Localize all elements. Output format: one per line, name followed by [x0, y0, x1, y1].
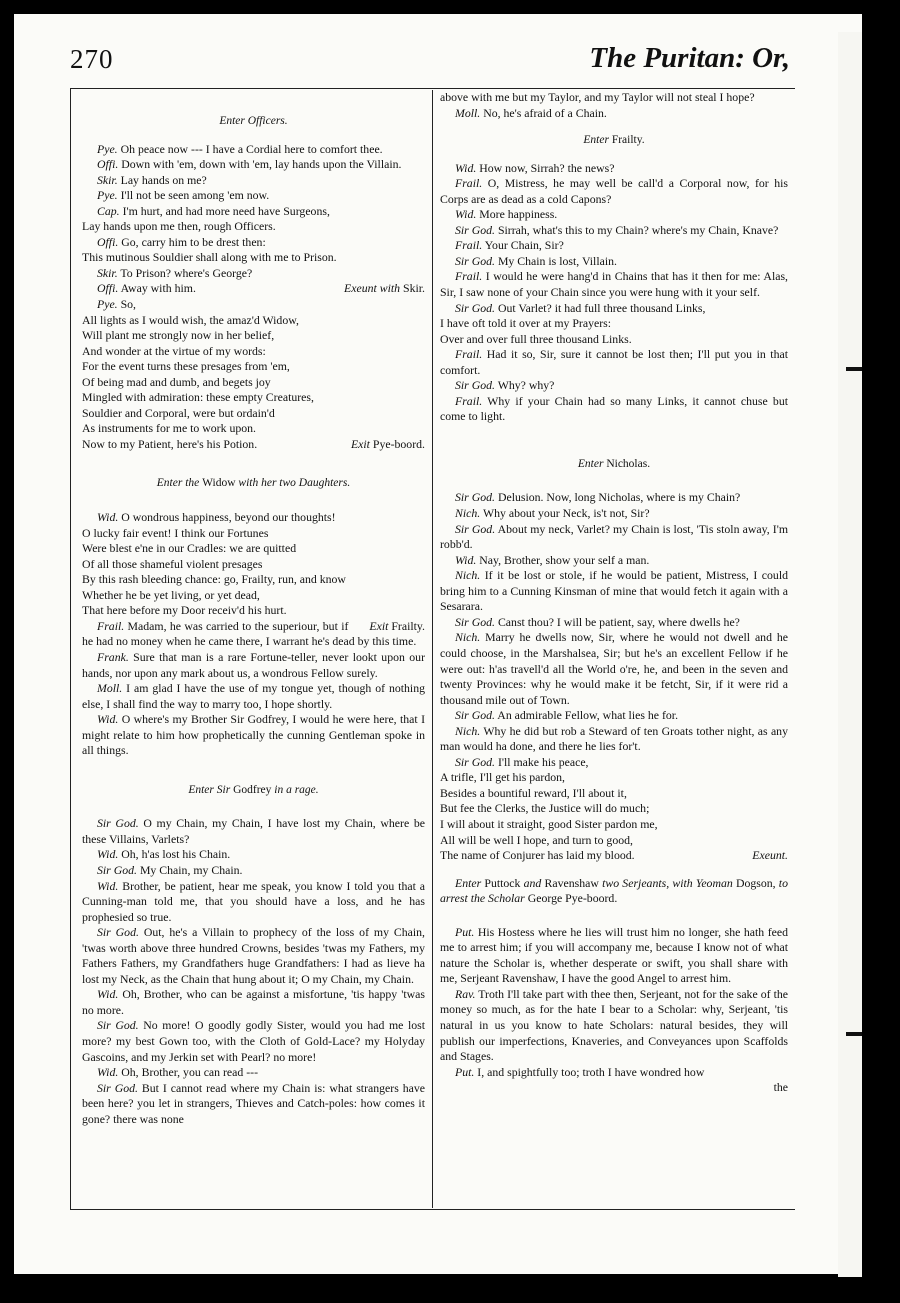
line-text: Marry he dwells now, Sir, where he would not dwell and he could choose, in the Marshalsea, Sir; but he's an excellent Fellow if he were out: h'as travell'd all the World o're, he, and been in the seven and twenty Provinces: why he would make it be fetcht, Sir, if it were rid a thousand mile out of Town.: [440, 630, 789, 707]
speaker-name: Sir God.: [455, 614, 495, 629]
line-text: That here before my Door receiv'd his hurt.: [82, 603, 287, 618]
line-text: Lay hands upon me then, rough Officers.: [82, 219, 276, 234]
line-text: I'll not be seen among 'em now.: [120, 188, 270, 203]
line-text: Oh, Brother, you can read ---: [121, 1065, 259, 1080]
stage-fragment: Enter: [455, 875, 485, 890]
exit-direction: [329, 281, 425, 297]
line-text: Why? why?: [497, 378, 555, 393]
verse-line: [440, 332, 788, 348]
verse-line: [440, 817, 788, 833]
speech: [82, 142, 425, 158]
stage-fragment: with her two Daughters.: [235, 477, 351, 490]
speech: [82, 1018, 425, 1065]
spacer: [440, 425, 788, 457]
speech: [82, 235, 425, 251]
speaker-name: Wid.: [97, 878, 119, 893]
line-text: For the event turns these presages from 'em,: [82, 359, 290, 374]
speech: [440, 176, 788, 207]
verse-line: [82, 557, 425, 573]
speech: [82, 1081, 425, 1128]
line-text: Sure that man is a rare Fortune-teller, never lookt upon our hands, nor upon any mark about us, a wondrous Fellow surely.: [82, 649, 425, 680]
line-text: Go, carry him to be drest then:: [121, 234, 266, 249]
speech: [82, 879, 425, 926]
running-title: The Puritan: Or,: [589, 42, 790, 74]
stage-direction: [82, 114, 425, 130]
speaker-name: Frail.: [455, 347, 483, 362]
stage-fragment: in a rage.: [271, 783, 319, 796]
verse-line: [82, 219, 425, 235]
speaker-name: Wid.: [97, 510, 119, 525]
line-text: As instruments for me to work upon.: [82, 421, 256, 436]
speech: [440, 490, 788, 506]
line-text: Oh, Brother, who can be against a misfortune, 'tis happy 'twas no more.: [82, 987, 425, 1017]
speaker-name: Wid.: [455, 207, 477, 222]
verse-line: [82, 541, 425, 557]
speaker-name: Frail.: [455, 176, 483, 191]
speech: [440, 553, 788, 569]
speech: [82, 281, 425, 297]
right-column: [440, 90, 788, 1096]
speaker-name: Rav.: [455, 986, 476, 1001]
line-text: Down with 'em, down with 'em, lay hands upon the Villain.: [121, 157, 402, 172]
speech: [440, 724, 788, 755]
line-text: His Hostess where he lies will trust him no longer, she hath feed me to arrest him; if you will accompany me, because I know not of what nature the Scholar is, whether desperate or swift, you shall share with me, Serjeant Ravenshaw, I have the good Angel to arrest him.: [440, 924, 788, 986]
line-text: How now, Sirrah? the news?: [479, 160, 615, 175]
speaker-name: Sir God.: [97, 816, 139, 831]
verse-line: [82, 526, 425, 542]
speech: [440, 223, 788, 239]
speaker-name: Sir God.: [455, 253, 495, 268]
verse-line: [82, 421, 425, 437]
speaker-name: Cap.: [97, 203, 120, 218]
verse-line: [82, 572, 425, 588]
speech: [82, 173, 425, 189]
speaker-name: Skir.: [97, 265, 118, 280]
catchword: the: [773, 1080, 788, 1095]
speech: [440, 238, 788, 254]
verse-line: [82, 437, 425, 453]
line-text: I, and spightfully too; troth I have wondred how: [477, 1064, 705, 1079]
speaker-name: Pye.: [97, 188, 118, 203]
verse-line: [440, 786, 788, 802]
speech: [440, 378, 788, 394]
stage-fragment: Enter Officers.: [219, 115, 288, 127]
speaker-name: Nich.: [455, 506, 481, 521]
line-text: All lights as I would wish, the amaz'd Widow,: [82, 312, 299, 327]
stage-fragment: and: [520, 875, 545, 890]
stage-fragment: Exit: [369, 618, 392, 633]
spacer: [82, 452, 425, 476]
stage-fragment: Nicholas.: [606, 457, 651, 470]
stage-fragment: Godfrey: [233, 783, 272, 796]
speech: [440, 630, 788, 708]
exit-direction: [752, 848, 788, 864]
stage-direction: [440, 133, 788, 149]
line-text: Madam, he was carried to the superiour, but if he had no money when he came there, I warrant he's dead by this time.: [82, 618, 417, 649]
line-text: Will plant me strongly now in her belief,: [82, 328, 275, 343]
spacer: [82, 798, 425, 816]
stage-fragment: Exit: [350, 436, 373, 451]
stage-fragment: Frailty.: [391, 618, 425, 633]
speech: [82, 510, 425, 526]
line-text: I have oft told it over at my Prayers:: [440, 316, 612, 331]
line-text: above with me but my Taylor, and my Taylor will not steal I hope?: [440, 90, 755, 104]
stage-fragment: Pye-boord.: [372, 436, 425, 451]
verse-line: [82, 313, 425, 329]
speech: [440, 1065, 788, 1081]
spacer: [440, 864, 788, 876]
line-text: Souldier and Corporal, were but ordain'd: [82, 405, 275, 420]
speech: [82, 816, 425, 847]
speaker-name: Offi.: [97, 157, 119, 172]
line-text: Now to my Patient, here's his Potion.: [82, 436, 258, 451]
line-text: Canst thou? I will be patient, say, where dwells he?: [497, 614, 740, 629]
stage-direction: [440, 457, 788, 473]
line-text: If it be lost or stole, if he would be patient, Mistress, I could bring him to a Cunning Kinsman of mine that would fetch it again with a Sesarara.: [440, 568, 789, 614]
stage-fragment: Ravenshaw: [544, 875, 599, 890]
spacer: [82, 492, 425, 510]
stage-fragment: to arrest the Scholar: [440, 875, 788, 906]
speech: [82, 157, 425, 173]
verse-line: [82, 390, 425, 406]
line-text: My Chain is lost, Villain.: [497, 253, 617, 268]
speaker-name: Sir God.: [97, 1080, 138, 1095]
stage-fragment: Enter Sir: [188, 783, 234, 796]
spacer: [440, 472, 788, 490]
line-text: Why if your Chain had so many Links, it cannot chuse but come to light.: [440, 393, 788, 424]
speaker-name: Moll.: [97, 681, 123, 696]
verse-line: [440, 848, 788, 864]
speech: [440, 207, 788, 223]
line-text: O my Chain, my Chain, I have lost my Chain, where be these Villains, Varlets?: [82, 816, 426, 846]
speech: [440, 106, 788, 122]
speech: [440, 755, 788, 771]
verse-line: [82, 406, 425, 422]
line-text: Delusion. Now, long Nicholas, where is my Chain?: [497, 490, 741, 505]
line-text: Mingled with admiration: these empty Creatures,: [82, 390, 314, 405]
speaker-name: Frail.: [455, 238, 483, 253]
speech: [440, 254, 788, 270]
speaker-name: Sir God.: [97, 925, 139, 940]
speaker-name: Sir God.: [455, 490, 495, 505]
stage-fragment: Exeunt.: [752, 848, 788, 863]
speech: [440, 394, 788, 425]
speaker-name: Sir God.: [455, 708, 495, 723]
speaker-name: Nich.: [455, 723, 481, 738]
speaker-name: Put.: [455, 924, 475, 939]
line-text: Besides a bountiful reward, I'll about it,: [440, 785, 627, 800]
speaker-name: Offi.: [97, 281, 119, 296]
verse-line: [82, 250, 425, 266]
speaker-name: Nich.: [455, 568, 481, 583]
line-text: To Prison? where's George?: [120, 265, 253, 280]
line-text: I'll make his peace,: [497, 754, 589, 769]
speaker-name: Sir God.: [455, 300, 495, 315]
speaker-name: Wid.: [455, 552, 477, 567]
speech: [82, 925, 425, 987]
stage-fragment: Puttock: [484, 875, 521, 890]
spacer: [82, 759, 425, 783]
speaker-name: Sir God.: [97, 862, 137, 877]
speaker-name: Frail.: [455, 269, 483, 284]
speech: [440, 269, 788, 300]
line-text: Whether he be yet living, or yet dead,: [82, 587, 260, 602]
exit-direction: [351, 437, 425, 453]
line-text: Lay hands on me?: [120, 172, 207, 187]
line-text: All will be well I hope, and turn to good,: [440, 832, 633, 847]
speaker-name: Sir God.: [455, 378, 495, 393]
verse-line: [440, 770, 788, 786]
speech: [440, 615, 788, 631]
spacer: [440, 149, 788, 161]
edge-mark: [846, 367, 862, 371]
speech: [82, 650, 425, 681]
line-text: By this rash bleeding chance: go, Frailty, run, and know: [82, 572, 346, 587]
verse-line: [82, 375, 425, 391]
line-text: Of all those shameful violent presages: [82, 556, 263, 571]
verse-line: [82, 603, 425, 619]
speaker-name: Moll.: [455, 105, 481, 120]
verse-line: [82, 359, 425, 375]
speech: [440, 347, 788, 378]
speaker-name: Frank.: [97, 649, 129, 664]
speaker-name: Nich.: [455, 630, 481, 645]
speaker-name: Wid.: [97, 712, 119, 727]
speaker-name: Wid.: [455, 160, 477, 175]
spacer: [82, 130, 425, 142]
speech: [82, 712, 425, 759]
line-text: I would he were hang'd in Chains that has it then for me: Alas, Sir, I saw none of your Chain since you were hung with it your self.: [440, 269, 788, 300]
speaker-name: Pye.: [97, 297, 118, 312]
verse-line: [440, 801, 788, 817]
speech: [82, 847, 425, 863]
speech: [82, 266, 425, 282]
line-text: O wondrous happiness, beyond our thoughts!: [121, 510, 336, 525]
speech: [82, 188, 425, 204]
line-text: Were blest e'ne in our Cradles: we are quitted: [82, 541, 297, 556]
line-text: Why he did but rob a Steward of ten Groats tother night, as any man would ha done, and there he lies for't.: [440, 723, 788, 754]
line-text: Brother, be patient, hear me speak, you know I told you that a Cunning-man told me, that you should have a loss, and he has prophesied so true.: [82, 878, 426, 924]
verse-line: [82, 344, 425, 360]
exit-direction: [354, 619, 425, 635]
speech: [82, 987, 425, 1018]
stage-fragment: Widow: [202, 477, 236, 490]
stage-direction: [440, 876, 788, 907]
line-text: Had it so, Sir, sure it cannot be lost then; I'll put you in that comfort.: [440, 347, 788, 377]
speaker-name: Frail.: [455, 393, 483, 408]
speaker-name: Wid.: [97, 847, 119, 862]
line-text: Your Chain, Sir?: [484, 238, 564, 253]
speaker-name: Sir God.: [455, 521, 496, 536]
speaker-name: Put.: [455, 1064, 475, 1079]
line-text: O lucky fair event! I think our Fortunes: [82, 525, 269, 540]
line-text: Why about your Neck, is't not, Sir?: [482, 506, 650, 521]
line-text: Over and over full three thousand Links.: [440, 331, 632, 346]
speaker-name: Wid.: [97, 987, 119, 1002]
stage-fragment: Frailty.: [611, 134, 645, 147]
line-text: A trifle, I'll get his pardon,: [440, 770, 565, 785]
stage-fragment: Enter: [577, 457, 607, 470]
spacer: [440, 121, 788, 133]
line-text: So,: [120, 297, 137, 312]
edge-mark: [846, 1032, 862, 1036]
speaker-name: Sir God.: [455, 222, 495, 237]
line-text: My Chain, my Chain.: [139, 862, 243, 877]
line-text: Of being mad and dumb, and begets joy: [82, 374, 271, 389]
speech: [440, 987, 788, 1065]
stage-fragment: Exeunt with: [344, 281, 404, 296]
line-text: About my neck, Varlet? my Chain is lost, 'Tis stoln away, I'm robb'd.: [440, 521, 788, 552]
line-text: Oh, h'as lost his Chain.: [121, 847, 231, 862]
line-text: The name of Conjurer has laid my blood.: [440, 848, 635, 863]
line-text: This mutinous Souldier shall along with me to Prison.: [82, 250, 337, 265]
speech: [440, 925, 788, 987]
speaker-name: Frail.: [97, 618, 125, 633]
speech: [82, 619, 425, 650]
line-text: But I cannot read where my Chain is: what strangers have been here? you let in strangers, Thieves and Catch-poles: how comes it gone? there was none: [82, 1080, 425, 1126]
stage-fragment: Enter: [583, 134, 612, 147]
verse-line: [440, 833, 788, 849]
line-text: No, he's afraid of a Chain.: [483, 105, 607, 120]
stage-fragment: Enter the: [156, 477, 203, 490]
line-text: I will about it straight, good Sister pardon me,: [440, 816, 658, 831]
speaker-name: Sir God.: [97, 1018, 139, 1033]
speaker-name: Skir.: [97, 172, 118, 187]
stage-fragment: Skir.: [403, 281, 425, 296]
spacer: [440, 907, 788, 925]
facing-page-edge: [838, 32, 862, 1277]
speech: [82, 863, 425, 879]
speech: [82, 1065, 425, 1081]
speaker-name: Offi.: [97, 234, 119, 249]
left-column: [82, 90, 425, 1127]
line-text: O, Mistress, he may well be call'd a Corporal now, for his Corps are as dead as a cold Capons?: [440, 176, 788, 206]
stage-fragment: two Serjeants, with Yeoman: [598, 875, 736, 890]
verse-line: [82, 328, 425, 344]
line-text: But fee the Clerks, the Justice will do much;: [440, 801, 650, 816]
speech: [82, 297, 425, 313]
line-text: I'm hurt, and had more need have Surgeons,: [122, 203, 330, 218]
line-text: More happiness.: [479, 207, 558, 222]
page-header: [70, 40, 796, 84]
speech: [440, 506, 788, 522]
page-number: 270: [70, 44, 114, 74]
line-text: O where's my Brother Sir Godfrey, I would he were here, that I might relate to him how prophetically the cunning Gentleman spoke in all things.: [82, 712, 426, 758]
line-text: No more! O goodly godly Sister, would you had me lost more? my best Gown too, with the Cloth of Gold-Lace? my Holyday Gascoins, and my Jerkin set with Pearl? no more!: [82, 1018, 426, 1064]
column-divider: [432, 90, 433, 1208]
stage-fragment: George Pye-boord.: [527, 891, 618, 906]
speaker-name: Sir God.: [455, 754, 495, 769]
stage-fragment: Dogson,: [735, 875, 776, 890]
verse-line: [440, 90, 788, 106]
line-text: Sirrah, what's this to my Chain? where's my Chain, Knave?: [497, 222, 779, 237]
verse-line: [82, 588, 425, 604]
line-text: Nay, Brother, show your self a man.: [479, 552, 650, 567]
speech: [440, 522, 788, 553]
speech: [440, 568, 788, 615]
speaker-name: Wid.: [97, 1065, 119, 1080]
line-text: I am glad I have the use of my tongue yet, though of nothing else, I shall find the way to marry too, I hope shortly.: [82, 681, 426, 711]
speech: [82, 204, 425, 220]
line-text: Out Varlet? it had full three thousand Links,: [497, 300, 706, 315]
line-text: And wonder at the virtue of my words:: [82, 343, 266, 358]
speech: [440, 708, 788, 724]
stage-direction: [82, 783, 425, 799]
speaker-name: Pye.: [97, 141, 118, 156]
speech: [82, 681, 425, 712]
line-text: Away with him.: [120, 281, 196, 296]
line-text: An admirable Fellow, what lies he for.: [497, 708, 679, 723]
line-text: Oh peace now --- I have a Cordial here to comfort thee.: [120, 141, 383, 156]
spacer: [82, 90, 425, 114]
speech: [440, 161, 788, 177]
line-text: Out, he's a Villain to prophecy of the loss of my Chain, 'twas worth above three hundred Crowns, besides 'twas my Fathers, my Fathers Fathers, my Grandfathers huge Grandfathers: I had as lieve ha lost my Neck, as the Chain that hung about it; O my Chain, my Chain.: [82, 925, 425, 986]
verse-line: [440, 316, 788, 332]
stage-direction: [82, 476, 425, 492]
speech: [440, 301, 788, 317]
line-text: Troth I'll take part with thee then, Serjeant, not for the sake of the money so much, as for the hate I bear to a Scholar: why, Serjeant, 'tis natural in us you know to hate Scholars: natural besides, they will publish our imperfections, Knaveries, and Conveyances upon Scaffolds and Stages.: [440, 986, 788, 1064]
